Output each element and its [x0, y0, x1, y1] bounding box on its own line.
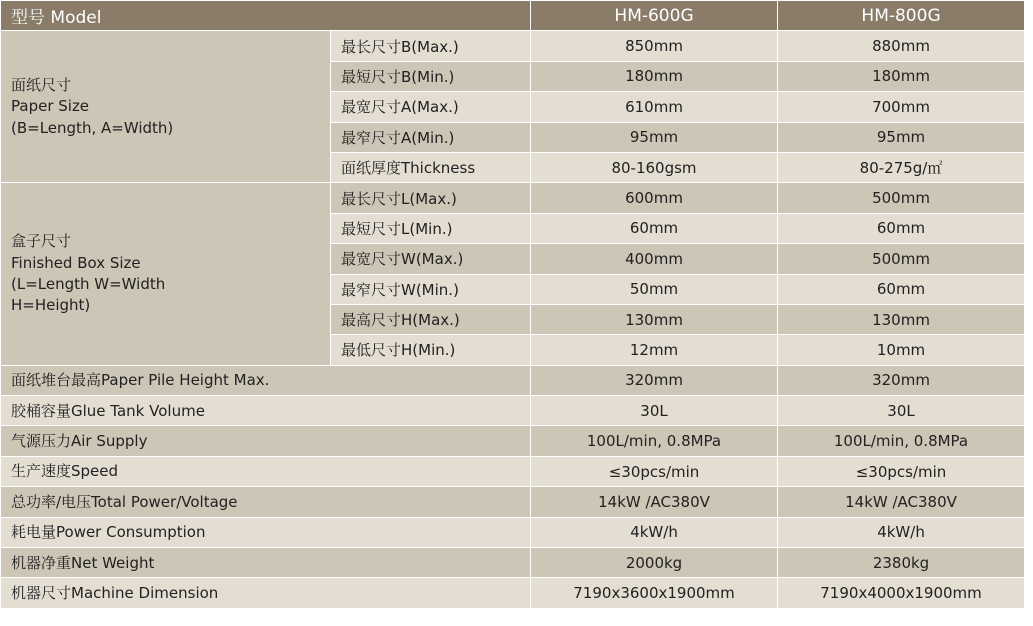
- row-value-hm600g: 600mm: [531, 183, 778, 213]
- row-value-hm800g: 100L/min, 0.8MPa: [778, 426, 1025, 456]
- table-row: [1, 578, 1025, 608]
- row-sub-label: 最低尺寸H(Min.): [331, 335, 531, 365]
- row-value-hm600g: 95mm: [531, 122, 778, 152]
- row-value-hm800g: 500mm: [778, 183, 1025, 213]
- row-value-hm600g: 850mm: [531, 31, 778, 61]
- row-value-hm600g: 4kW/h: [531, 517, 778, 547]
- row-label: 机器尺寸Machine Dimension: [1, 578, 531, 608]
- row-sub-label: 最长尺寸L(Max.): [331, 183, 531, 213]
- row-value-hm800g: ≤30pcs/min: [778, 456, 1025, 486]
- table-row: [1, 396, 1025, 426]
- row-value-hm600g: 610mm: [531, 92, 778, 122]
- table-row: [1, 365, 1025, 395]
- row-sub-label: 最窄尺寸W(Min.): [331, 274, 531, 304]
- row-value-hm800g: 700mm: [778, 92, 1025, 122]
- row-value-hm600g: 7190x3600x1900mm: [531, 578, 778, 608]
- row-label: 气源压力Air Supply: [1, 426, 531, 456]
- row-sub-label: 最短尺寸B(Min.): [331, 61, 531, 91]
- row-value-hm800g: 60mm: [778, 274, 1025, 304]
- row-value-hm600g: 50mm: [531, 274, 778, 304]
- row-value-hm800g: 95mm: [778, 122, 1025, 152]
- row-sub-label: 最宽尺寸A(Max.): [331, 92, 531, 122]
- row-value-hm600g: 130mm: [531, 304, 778, 334]
- row-value-hm800g: 4kW/h: [778, 517, 1025, 547]
- row-value-hm600g: 30L: [531, 396, 778, 426]
- header-col-hm600g: HM-600G: [531, 1, 778, 31]
- row-value-hm600g: 2000kg: [531, 548, 778, 578]
- group-label-line: Finished Box Size: [11, 253, 141, 272]
- row-value-hm800g: 80-275g/㎡: [778, 152, 1025, 182]
- table-header-row: [1, 1, 1025, 31]
- row-value-hm800g: 14kW /AC380V: [778, 487, 1025, 517]
- group-label-line: Paper Size: [11, 97, 90, 116]
- group-label-line: 盒子尺寸: [11, 232, 72, 251]
- row-label: 耗电量Power Consumption: [1, 517, 531, 547]
- group-label-paper-size: [1, 31, 331, 183]
- row-value-hm600g: 60mm: [531, 213, 778, 243]
- row-value-hm800g: 2380kg: [778, 548, 1025, 578]
- table-row: [1, 426, 1025, 456]
- row-sub-label: 面纸厚度Thickness: [331, 152, 531, 182]
- row-label: 胶桶容量Glue Tank Volume: [1, 396, 531, 426]
- row-value-hm600g: 14kW /AC380V: [531, 487, 778, 517]
- row-value-hm800g: 7190x4000x1900mm: [778, 578, 1025, 608]
- group-label-finished-box-size: [1, 183, 331, 365]
- table-row: [1, 456, 1025, 486]
- header-col-hm800g: HM-800G: [778, 1, 1025, 31]
- table-row: [1, 487, 1025, 517]
- group-label-line: 面纸尺寸: [11, 75, 72, 94]
- row-sub-label: 最短尺寸L(Min.): [331, 213, 531, 243]
- row-sub-label: 最宽尺寸W(Max.): [331, 244, 531, 274]
- row-value-hm800g: 320mm: [778, 365, 1025, 395]
- row-value-hm600g: 12mm: [531, 335, 778, 365]
- row-label: 生产速度Speed: [1, 456, 531, 486]
- table-row: [1, 548, 1025, 578]
- row-value-hm800g: 130mm: [778, 304, 1025, 334]
- group-label-line: H=Height): [11, 296, 91, 315]
- row-value-hm600g: 100L/min, 0.8MPa: [531, 426, 778, 456]
- row-label: 总功率/电压Total Power/Voltage: [1, 487, 531, 517]
- group-label-line: (L=Length W=Width: [11, 275, 166, 294]
- table-row: [1, 517, 1025, 547]
- row-label: 面纸堆台最高Paper Pile Height Max.: [1, 365, 531, 395]
- row-value-hm600g: 400mm: [531, 244, 778, 274]
- group-label-line: (B=Length, A=Width): [11, 118, 174, 137]
- row-value-hm600g: 80-160gsm: [531, 152, 778, 182]
- row-sub-label: 最高尺寸H(Max.): [331, 304, 531, 334]
- header-model-label: 型号 Model: [1, 1, 531, 31]
- row-value-hm800g: 10mm: [778, 335, 1025, 365]
- row-value-hm600g: 320mm: [531, 365, 778, 395]
- row-value-hm600g: ≤30pcs/min: [531, 456, 778, 486]
- table-row: [1, 31, 1025, 61]
- table-row: [1, 183, 1025, 213]
- row-value-hm800g: 180mm: [778, 61, 1025, 91]
- row-label: 机器净重Net Weight: [1, 548, 531, 578]
- row-value-hm800g: 30L: [778, 396, 1025, 426]
- row-value-hm800g: 500mm: [778, 244, 1025, 274]
- row-value-hm800g: 60mm: [778, 213, 1025, 243]
- row-sub-label: 最窄尺寸A(Min.): [331, 122, 531, 152]
- row-sub-label: 最长尺寸B(Max.): [331, 31, 531, 61]
- row-value-hm600g: 180mm: [531, 61, 778, 91]
- row-value-hm800g: 880mm: [778, 31, 1025, 61]
